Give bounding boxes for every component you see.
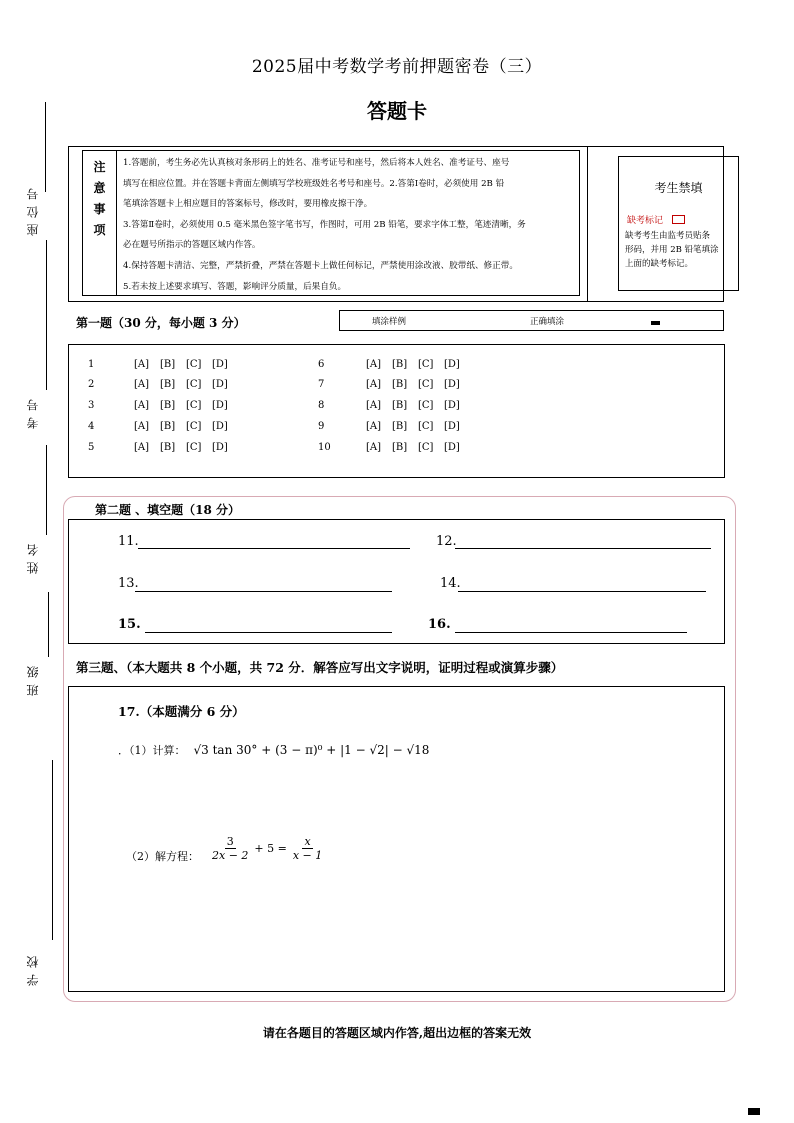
page-subtitle: 答题卡	[367, 99, 427, 123]
fill-blank-label-15: 15.	[118, 617, 141, 632]
mc-number: 3	[88, 399, 95, 411]
notice-line: 5.若未按上述要求填写、答题，影响评分质量，后果自负。	[123, 281, 347, 292]
side-label-class: 班级	[26, 660, 40, 696]
side-label-name: 姓名	[26, 538, 40, 574]
mc-row-9	[318, 418, 470, 434]
examiner-box	[618, 156, 739, 291]
mc-number: 10	[318, 441, 331, 453]
section3-title: 第三题、（本大题共 8 个小题，共 72 分．解答应写出文字说明，证明过程或演算步骤）	[76, 660, 564, 675]
mc-option-a[interactable]: [A]	[134, 441, 150, 453]
mc-row-1	[88, 356, 238, 372]
mc-row-7	[318, 376, 470, 392]
mc-option-b[interactable]: [B]	[392, 378, 408, 390]
binding-line-4	[48, 592, 49, 657]
fraction-lhs	[210, 835, 250, 862]
notice-divider	[587, 146, 588, 302]
notice-line: 笔填涂答题卡上相应题目的答案标号，修改时，要用橡皮擦干净。	[123, 199, 373, 210]
missing-desc-line: 上面的缺考标记。	[625, 259, 694, 269]
notice-heading-char: 项	[93, 223, 106, 237]
mc-option-d[interactable]: [D]	[212, 420, 228, 432]
mc-option-b[interactable]: [B]	[392, 420, 408, 432]
fill-blank-line-13[interactable]	[135, 591, 392, 592]
mc-row-8	[318, 397, 470, 413]
mc-option-b[interactable]: [B]	[392, 441, 408, 453]
notice-text	[123, 153, 578, 297]
footer-note: 请在各题目的答题区域内作答,超出边框的答案无效	[262, 1026, 532, 1040]
mc-option-a[interactable]: [A]	[134, 420, 150, 432]
fill-blank-line-12[interactable]	[455, 548, 711, 549]
side-label-exam-no: 考号	[26, 393, 40, 429]
mc-row-4	[88, 418, 238, 434]
mc-option-d[interactable]: [D]	[212, 358, 228, 370]
mc-number: 4	[88, 420, 95, 432]
q17-part2-equation	[210, 835, 324, 862]
mc-option-b[interactable]: [B]	[392, 358, 408, 370]
mc-option-c[interactable]: [C]	[186, 378, 202, 390]
q17-part1-label: ．（1）计算：	[118, 744, 186, 757]
fill-example-box	[339, 310, 724, 331]
missing-desc	[625, 229, 737, 271]
mc-option-d[interactable]: [D]	[444, 441, 460, 453]
binding-line-3	[46, 445, 47, 535]
mc-option-c[interactable]: [C]	[186, 399, 202, 411]
mc-option-b[interactable]: [B]	[160, 420, 176, 432]
mc-number: 2	[88, 378, 95, 390]
missing-mark-checkbox[interactable]	[672, 215, 685, 224]
binding-line-2	[46, 240, 47, 390]
mc-option-b[interactable]: [B]	[160, 378, 176, 390]
filled-mark-sample	[651, 321, 660, 325]
notice-heading	[83, 151, 117, 295]
fill-blank-label-14: 14.	[440, 576, 461, 591]
mc-option-a[interactable]: [A]	[366, 378, 382, 390]
fill-example-label: 填涂样例	[372, 317, 407, 327]
q17-title: 17.（本题满分 6 分）	[118, 704, 245, 719]
mc-option-d[interactable]: [D]	[444, 420, 460, 432]
notice-line: 4.保持答题卡清洁、完整，严禁折叠，严禁在答题卡上做任何标记，严禁使用涂改液、胶带纸、修正带。	[123, 260, 518, 271]
mc-option-b[interactable]: [B]	[160, 358, 176, 370]
mc-option-d[interactable]: [D]	[444, 358, 460, 370]
mc-option-c[interactable]: [C]	[418, 420, 434, 432]
q17-part2-label: （2）解方程：	[126, 850, 199, 863]
missing-desc-line: 缺考考生由监考员贴条	[625, 231, 711, 241]
mc-option-d[interactable]: [D]	[212, 378, 228, 390]
notice-heading-char: 事	[93, 202, 106, 216]
mc-row-3	[88, 397, 238, 413]
missing-mark-row	[627, 213, 685, 226]
notice-line: 填写在相应位置。并在答题卡背面左侧填写学校班级姓名考号和座号。2.答第Ⅰ卷时，必须使用 2B 铅	[123, 178, 505, 189]
mc-option-d[interactable]: [D]	[212, 441, 228, 453]
section2-answer-box	[68, 519, 725, 644]
mc-option-c[interactable]: [C]	[418, 441, 434, 453]
alignment-mark	[748, 1108, 760, 1115]
q17-part1	[118, 742, 429, 758]
mc-row-10	[318, 439, 470, 455]
fill-blank-line-15[interactable]	[145, 632, 392, 633]
fill-blank-label-11: 11.	[118, 534, 139, 549]
notice-heading-char: 注	[93, 160, 106, 174]
notice-box	[82, 150, 580, 296]
examiner-title: 考生禁填	[654, 181, 703, 195]
notice-line: 必在题号所指示的答题区域内作答。	[123, 240, 261, 251]
fraction-numerator: x	[304, 835, 311, 848]
mc-option-c[interactable]: [C]	[186, 441, 202, 453]
mc-number: 8	[318, 399, 325, 411]
mc-row-6	[318, 356, 470, 372]
page-title: 2025届中考数学考前押题密卷（三）	[251, 57, 543, 77]
notice-heading-char: 意	[93, 181, 106, 195]
fraction-rhs	[291, 835, 324, 862]
fraction-denominator: x − 1	[292, 849, 323, 862]
mc-option-a[interactable]: [A]	[134, 378, 150, 390]
missing-mark-label: 缺考标记	[627, 216, 664, 226]
fill-blank-label-13: 13.	[118, 576, 139, 591]
correct-fill-label: 正确填涂	[530, 317, 565, 327]
fill-blank-line-14[interactable]	[458, 591, 706, 592]
section2-title: 第二题 、填空题（18 分）	[95, 503, 241, 517]
mc-option-a[interactable]: [A]	[134, 358, 150, 370]
section3-answer-box[interactable]	[68, 686, 725, 992]
binding-line-1	[45, 102, 46, 192]
missing-desc-line: 形码，并用 2B 铅笔填涂	[625, 245, 719, 255]
fill-blank-line-11[interactable]	[138, 548, 410, 549]
mc-option-c[interactable]: [C]	[418, 378, 434, 390]
notice-line: 3.答第Ⅱ卷时，必须使用 0.5 毫米黑色签字笔书写，作图时，可用 2B 铅笔，要求字体工整，笔迹清晰，务	[123, 219, 526, 230]
mc-number: 6	[318, 358, 325, 370]
mc-option-b[interactable]: [B]	[392, 399, 408, 411]
mc-option-d[interactable]: [D]	[444, 378, 460, 390]
mc-option-d[interactable]: [D]	[444, 399, 460, 411]
mc-option-a[interactable]: [A]	[366, 441, 382, 453]
mc-option-a[interactable]: [A]	[134, 399, 150, 411]
equation-middle: + 5 =	[254, 842, 287, 855]
fill-blank-label-12: 12.	[436, 534, 457, 549]
mc-option-b[interactable]: [B]	[160, 399, 176, 411]
side-label-school: 学校	[26, 950, 40, 986]
fill-blank-line-16[interactable]	[455, 632, 687, 633]
mc-option-a[interactable]: [A]	[366, 399, 382, 411]
mc-option-c[interactable]: [C]	[418, 358, 434, 370]
mc-number: 7	[318, 378, 325, 390]
mc-option-d[interactable]: [D]	[212, 399, 228, 411]
mc-option-a[interactable]: [A]	[366, 358, 382, 370]
section1-title: 第一题（30 分，每小题 3 分）	[76, 316, 246, 330]
fill-blank-label-16: 16.	[428, 617, 451, 632]
mc-number: 9	[318, 420, 325, 432]
notice-line: 1.答题前，考生务必先认真核对条形码上的姓名、准考证号和座号，然后将本人姓名、准考证号、座号	[123, 158, 510, 168]
side-label-seat: 座位号	[26, 182, 40, 236]
mc-number: 5	[88, 441, 95, 453]
mc-row-5	[88, 439, 238, 455]
mc-option-b[interactable]: [B]	[160, 441, 176, 453]
mc-option-c[interactable]: [C]	[418, 399, 434, 411]
fraction-numerator: 3	[226, 835, 234, 848]
fraction-denominator: 2x − 2	[212, 849, 249, 862]
mc-number: 1	[88, 358, 95, 370]
mc-option-c[interactable]: [C]	[186, 420, 202, 432]
q17-part1-expression: √3 tan 30° + (3 − π)⁰ + |1 − √2| − √18	[193, 743, 430, 757]
mc-option-a[interactable]: [A]	[366, 420, 382, 432]
binding-line-5	[52, 760, 53, 940]
mc-option-c[interactable]: [C]	[186, 358, 202, 370]
mc-row-2	[88, 376, 238, 392]
